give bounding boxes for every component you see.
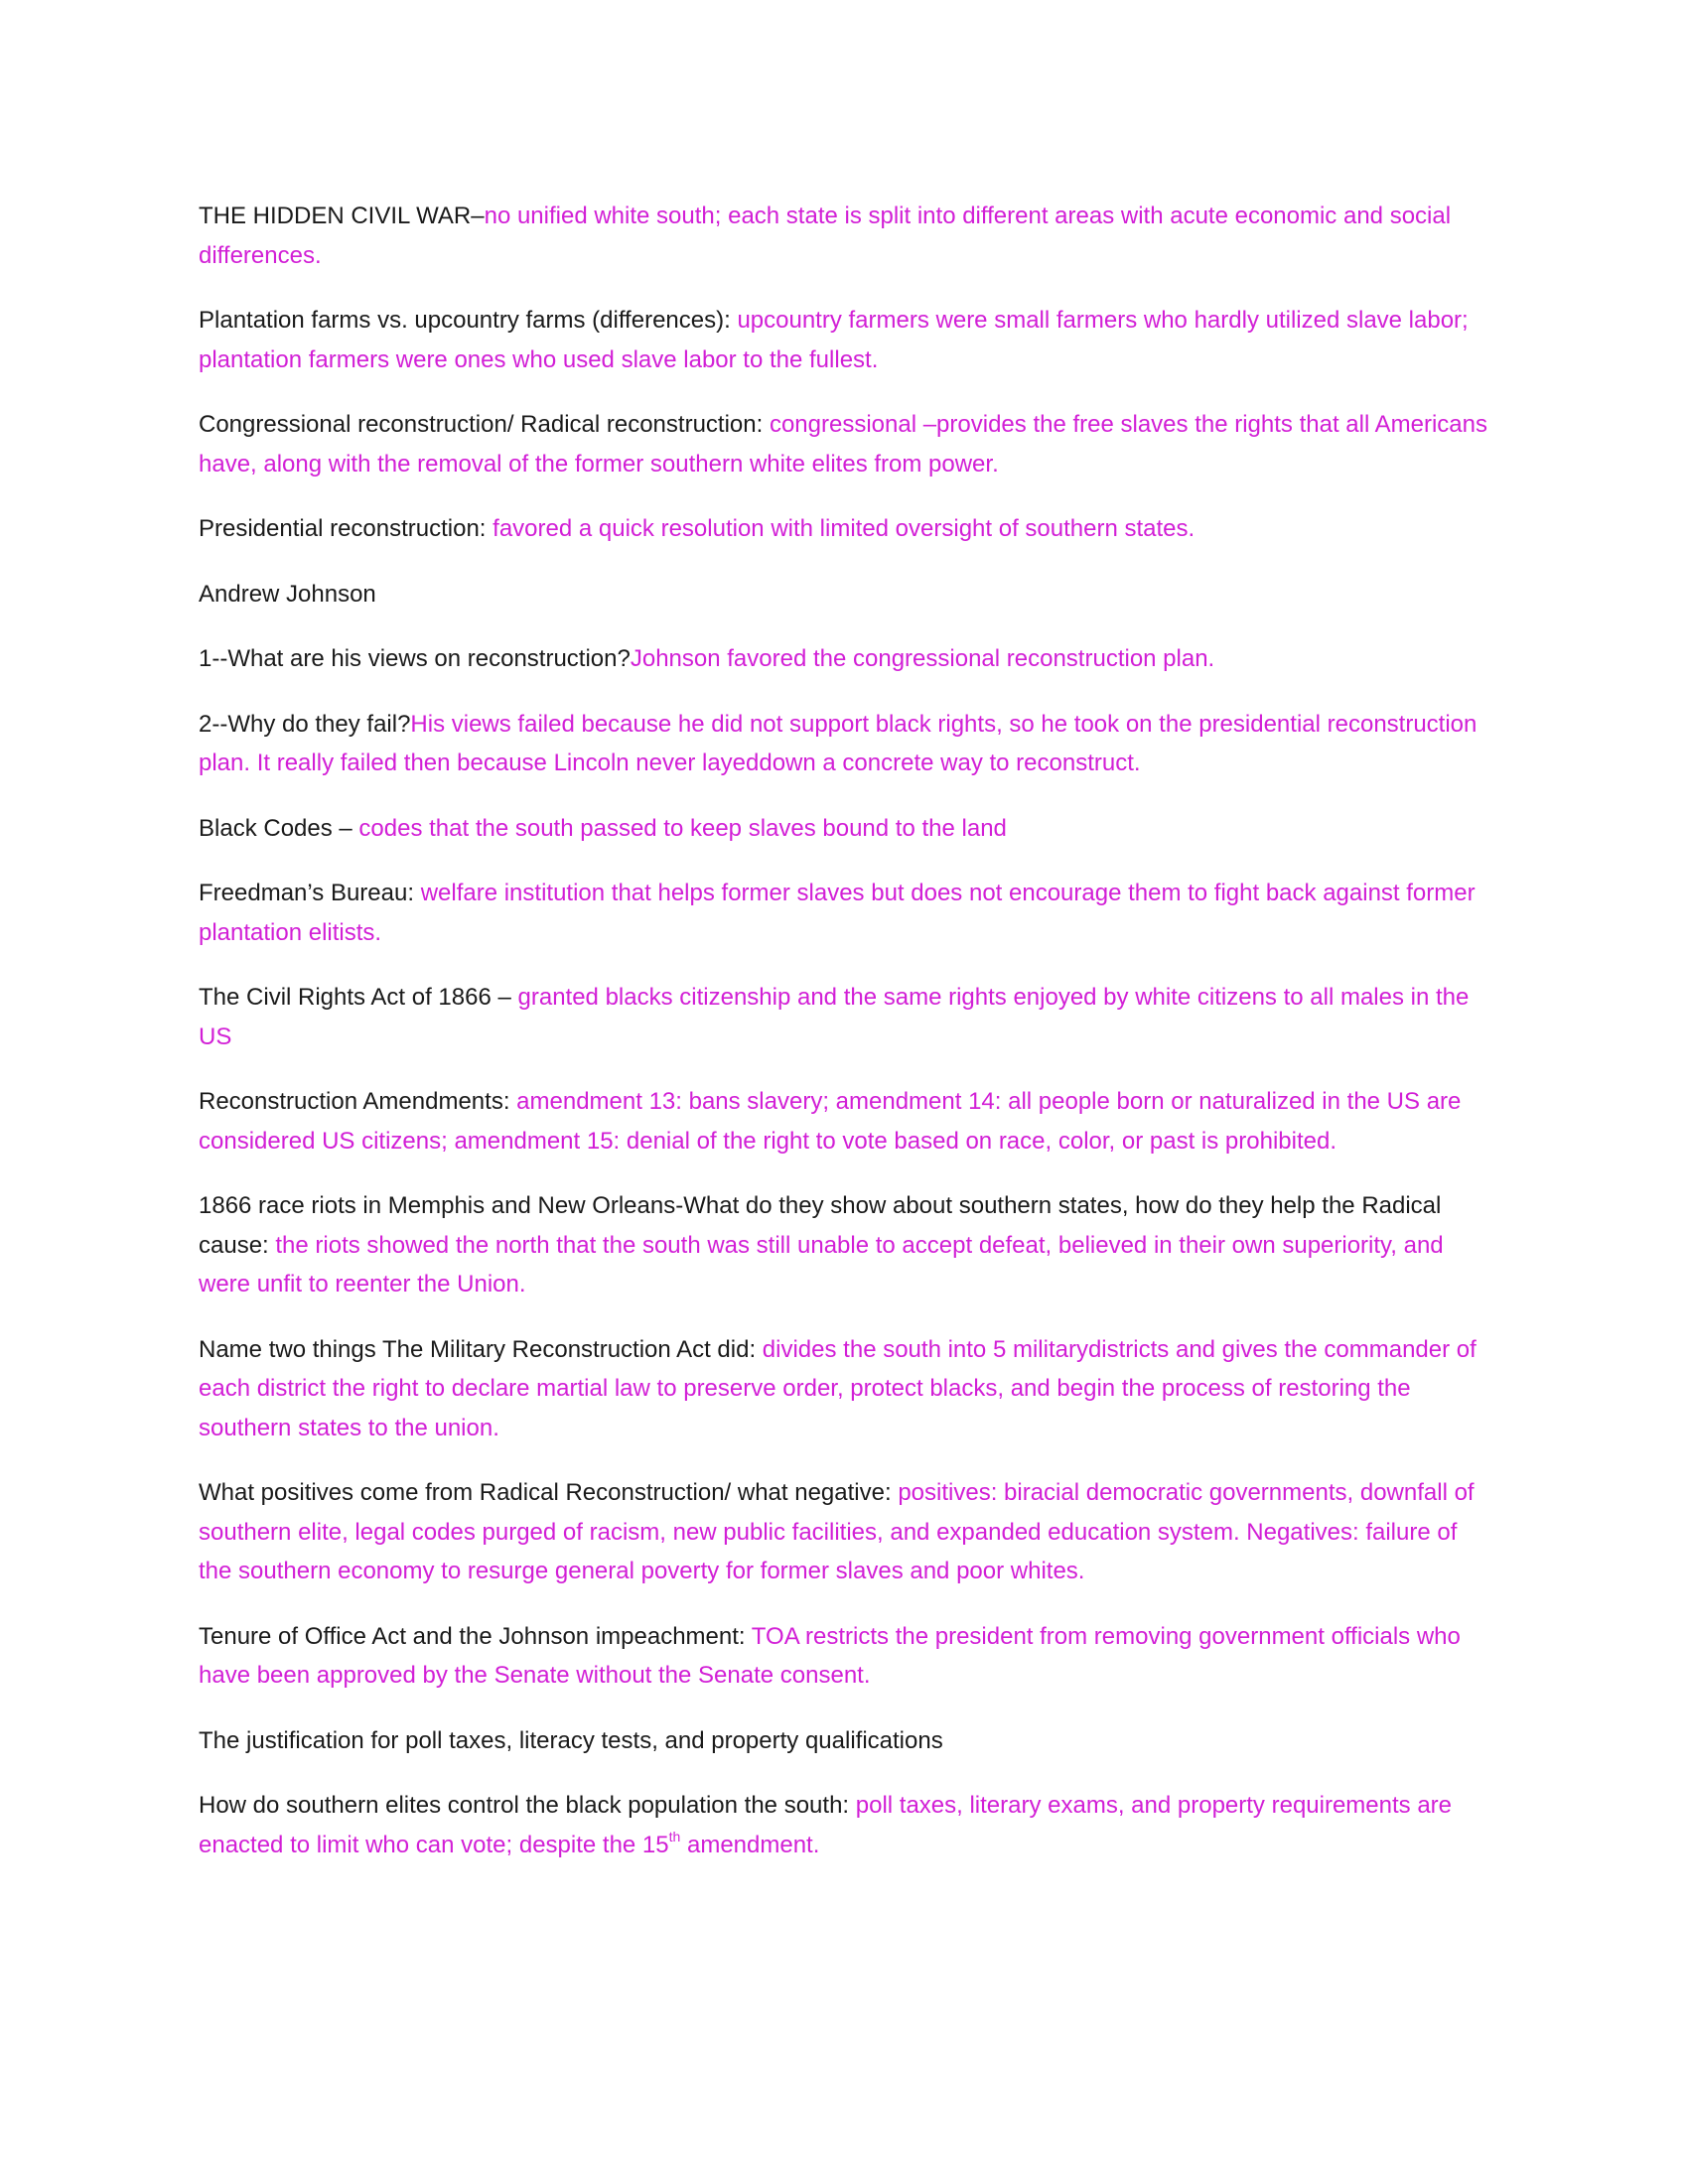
answer-text: divides the south into 5 militarydistricts and gives the commander of each district the right to declare martial law to preserve order, protect blacks, and begin the process of restoring the southern states to the union. xyxy=(199,1335,1477,1441)
section-heading: Andrew Johnson xyxy=(199,580,376,608)
question-label: Black Codes – xyxy=(199,814,359,842)
question-label: THE HIDDEN CIVIL WAR– xyxy=(199,203,485,229)
paragraph-andrew-johnson xyxy=(199,575,1494,614)
answer-text: Johnson favored the congressional reconstruction plan. xyxy=(630,645,1215,672)
answer-text: amendment 13: bans slavery; amendment 14: all people born or naturalized in the US are considered US citizens; amendment 15: denial of the right to vote based on race, color, or past is prohibited. xyxy=(199,1088,1462,1155)
question-label: 1866 race riots in Memphis and New Orleans-What do they show about southern states, how do they help the Radical cause: xyxy=(199,1192,1442,1259)
answer-text: codes that the south passed to keep slaves bound to the land xyxy=(358,814,1007,842)
answer-text: poll taxes, literary exams, and property requirements are enacted to limit who can vote; despite the 15 xyxy=(199,1792,1453,1858)
answer-text-tail: amendment. xyxy=(680,1831,820,1858)
question-label: How do southern elites control the black population the south: xyxy=(199,1792,856,1819)
paragraph-why-fail xyxy=(199,705,1494,783)
question-label: Name two things The Military Reconstruction Act did: xyxy=(199,1335,763,1363)
paragraph-johnson-views xyxy=(199,639,1494,679)
question-label: The justification for poll taxes, literacy tests, and property qualifications xyxy=(199,1726,943,1754)
answer-text: upcountry farmers were small farmers who hardly utilized slave labor; plantation farmers were ones who used slave labor to the fullest. xyxy=(199,307,1469,373)
ordinal-superscript: th xyxy=(668,1828,681,1844)
paragraph-civil-rights-act xyxy=(199,978,1494,1056)
question-label: Tenure of Office Act and the Johnson impeachment: xyxy=(199,1622,752,1650)
question-label: What positives come from Radical Reconstruction/ what negative: xyxy=(199,1479,899,1506)
answer-text: favored a quick resolution with limited oversight of southern states. xyxy=(492,515,1196,542)
question-label: 2--Why do they fail? xyxy=(199,710,411,738)
answer-text: congressional –provides the free slaves the rights that all Americans have, along with the removal of the former southern white elites from power. xyxy=(199,411,1487,478)
answer-text: granted blacks citizenship and the same rights enjoyed by white citizens to all males in the US xyxy=(199,984,1470,1050)
paragraph-presidential-reconstruction xyxy=(199,509,1494,549)
paragraph-reconstruction-amendments xyxy=(199,1082,1494,1160)
question-label: 1--What are his views on reconstruction? xyxy=(199,645,631,672)
paragraph-southern-elites-control xyxy=(199,1786,1494,1864)
answer-text: TOA restricts the president from removing government officials who have been approved by the Senate without the Senate consent. xyxy=(199,1622,1461,1689)
document-body xyxy=(199,197,1494,1890)
question-label: Presidential reconstruction: xyxy=(199,515,493,542)
answer-text: welfare institution that helps former slaves but does not encourage them to fight back against former plantation elitists. xyxy=(199,880,1476,946)
question-label: Plantation farms vs. upcountry farms (differences): xyxy=(199,307,738,334)
paragraph-military-reconstruction-act xyxy=(199,1330,1494,1448)
answer-text: positives: biracial democratic governments, downfall of southern elite, legal codes purged of racism, new public facilities, and expanded education system. Negatives: failure of the southern economy to resurge general poverty for former slaves and poor whites. xyxy=(199,1479,1475,1584)
question-label: Freedman’s Bureau: xyxy=(199,880,421,906)
paragraph-freedmans-bureau xyxy=(199,874,1494,952)
answer-text: His views failed because he did not support black rights, so he took on the presidential reconstruction plan. It really failed then because Lincoln never layeddown a concrete way to reconstruct. xyxy=(199,710,1477,776)
question-label: The Civil Rights Act of 1866 – xyxy=(199,984,518,1011)
paragraph-positives-negatives xyxy=(199,1473,1494,1591)
answer-text: no unified white south; each state is split into different areas with acute economic and social differences. xyxy=(199,203,1452,269)
question-label: Reconstruction Amendments: xyxy=(199,1088,517,1115)
paragraph-poll-taxes-justification xyxy=(199,1721,1494,1761)
paragraph-race-riots xyxy=(199,1186,1494,1304)
paragraph-black-codes xyxy=(199,809,1494,849)
answer-text: the riots showed the north that the south was still unable to accept defeat, believed in their own superiority, and were unfit to reenter the Union. xyxy=(199,1231,1444,1297)
paragraph-tenure-of-office-act xyxy=(199,1617,1494,1696)
paragraph-congressional-reconstruction xyxy=(199,405,1494,483)
question-label: Congressional reconstruction/ Radical reconstruction: xyxy=(199,411,770,438)
paragraph-hidden-civil-war xyxy=(199,197,1494,275)
paragraph-plantation-farms xyxy=(199,301,1494,379)
